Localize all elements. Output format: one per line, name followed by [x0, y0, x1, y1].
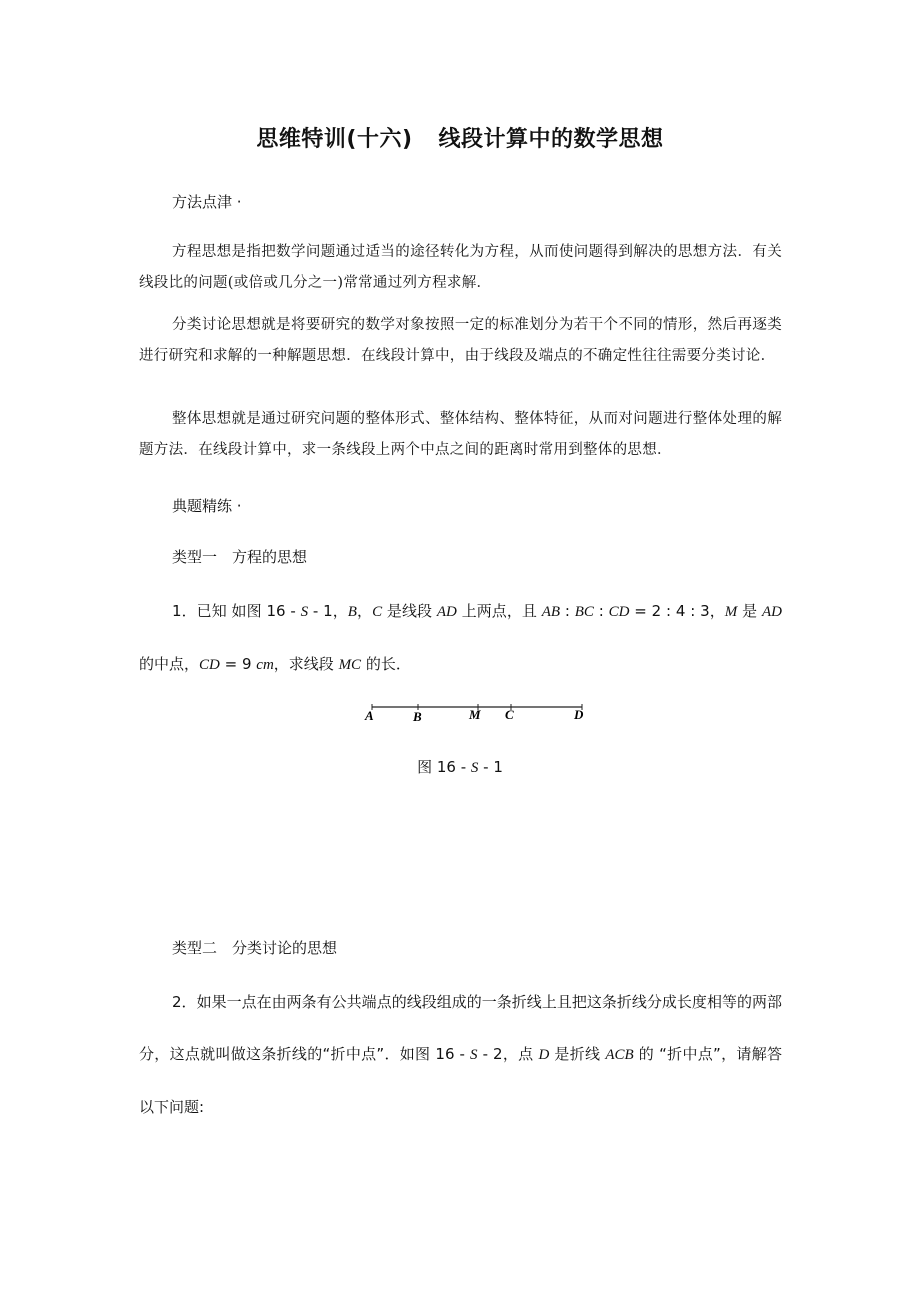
problem2-var: D: [538, 1047, 550, 1063]
problem1-var: S: [300, 604, 309, 620]
title-part2: 线段计算中的数学思想: [438, 127, 664, 152]
paragraph-case-discussion: 分类讨论思想就是将要研究的数学对象按照一定的标准划分为若干个不同的情形，然后再逐类进行研究和求解的一种解题思想．在线段计算中，由于线段及端点的不确定性往往需要分类讨论．: [139, 317, 782, 364]
problem1-var: CD: [608, 604, 630, 620]
problem-2: [139, 976, 782, 1133]
title-part1: 思维特训(十六): [256, 127, 413, 152]
problem1-text: :: [593, 602, 609, 620]
problem1-text: 上两点，且: [456, 602, 542, 620]
method-heading: 方法点津 ·: [172, 193, 242, 211]
label-a: A: [365, 708, 374, 723]
problem-1: [139, 585, 782, 691]
caption-var: S: [470, 760, 479, 776]
label-m: M: [469, 707, 481, 722]
problem1-var: M: [724, 604, 738, 620]
problem1-var: AD: [761, 604, 782, 620]
problem1-text: = 2 : 4 : 3，: [629, 602, 725, 620]
problem1-text: ，求线段: [273, 655, 339, 673]
problem2-text: 2．如果一点在由两条有公共端点的线段组成的一条折线上且把这条折线分成长度相等的两部分，这点就叫做这条折线的“折中点”．如图 16 -: [139, 993, 782, 1063]
paragraph-equation-thinking: 方程思想是指把数学问题通过适当的途径转化为方程，从而使问题得到解决的思想方法．有关线段比的问题(或倍或几分之一)常常通过列方程求解．: [139, 244, 782, 291]
figure-16-s-1: [360, 700, 600, 730]
problem1-text: 的长．: [361, 655, 411, 673]
figure-caption: [0, 756, 920, 777]
problem2-text: 的 “折中点”，请解答以下问题:: [139, 1045, 782, 1116]
problem1-var: AB: [541, 604, 561, 620]
label-d: D: [574, 707, 584, 722]
problem1-var: MC: [338, 657, 362, 673]
problem1-text: ，: [356, 602, 373, 620]
caption-text: - 1: [478, 758, 503, 776]
problem1-text: 是线段: [382, 602, 437, 620]
problem1-text: :: [560, 602, 575, 620]
page-title: [0, 122, 920, 153]
problem1-text: 1．已知 如图 16: [172, 602, 286, 620]
problem2-var: S: [470, 1047, 478, 1063]
examples-heading: 典题精练 ·: [172, 497, 242, 515]
label-b: B: [413, 709, 422, 724]
problem1-var: B: [347, 604, 357, 620]
problem1-var: AD: [436, 604, 457, 620]
type1-heading: 类型一 方程的思想: [172, 548, 308, 566]
problem1-var: C: [372, 604, 383, 620]
problem1-text: 的中点，: [139, 655, 200, 673]
label-c: C: [505, 707, 514, 722]
type2-heading: 类型二 分类讨论的思想: [172, 939, 338, 957]
problem1-var: CD: [199, 657, 220, 673]
paragraph-holistic-thinking: 整体思想就是通过研究问题的整体形式、整体结构、整体特征，从而对问题进行整体处理的解题方法．在线段计算中，求一条线段上两个中点之间的距离时常用到整体的思想．: [139, 411, 782, 458]
problem1-text: -: [285, 602, 301, 620]
problem1-text: = 9: [219, 655, 257, 673]
problem1-var: BC: [574, 604, 594, 620]
problem1-text: 是: [737, 602, 762, 620]
problem1-unit: cm: [256, 657, 274, 673]
problem2-var: ACB: [605, 1047, 634, 1063]
problem1-text: - 1，: [308, 602, 348, 620]
problem2-text: - 2，点: [477, 1045, 539, 1063]
caption-text: 图 16 -: [417, 758, 471, 776]
problem2-text: 是折线: [549, 1045, 606, 1063]
